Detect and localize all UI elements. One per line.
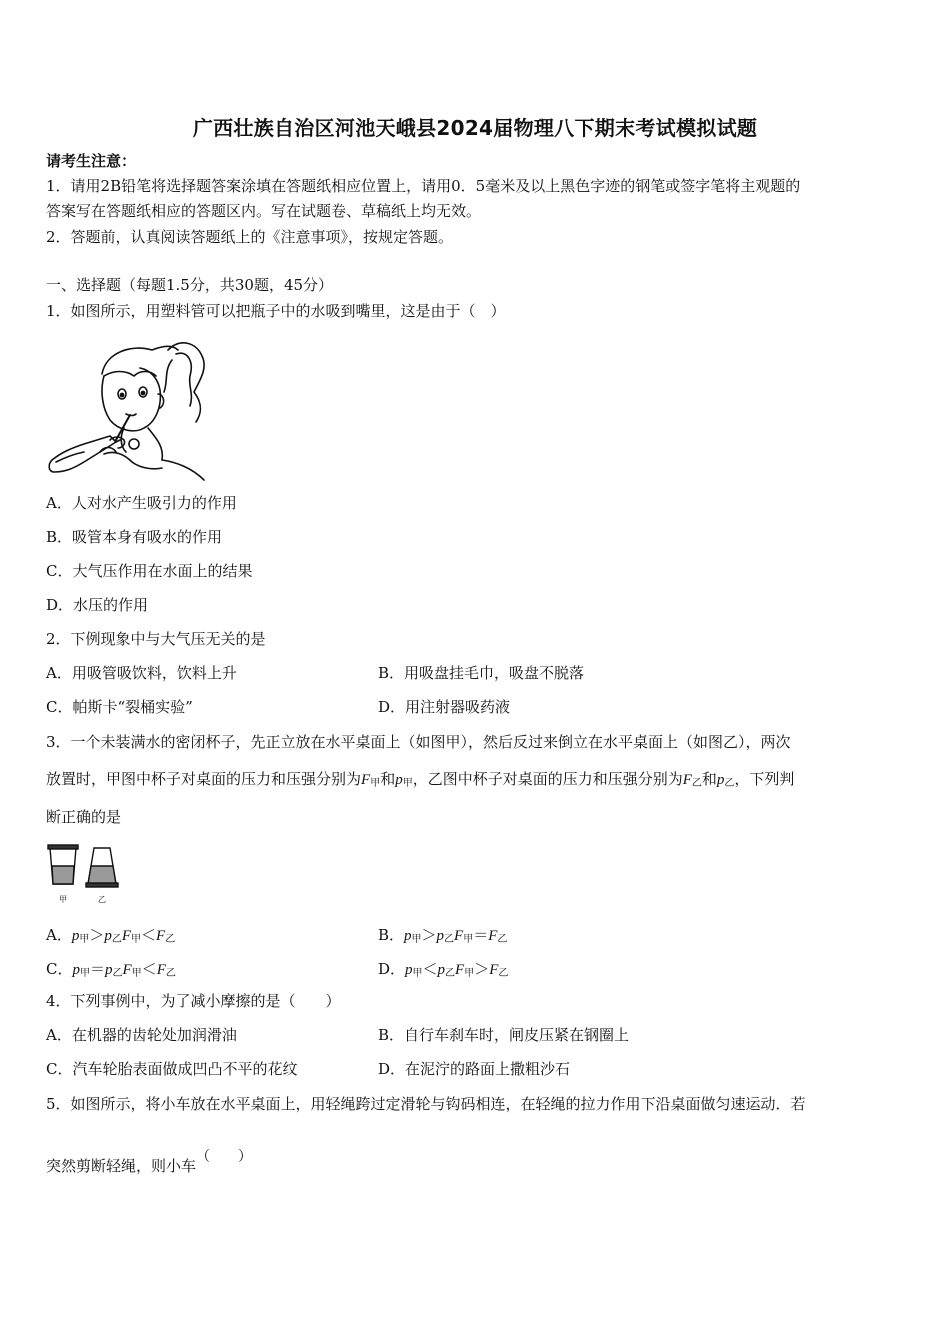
question-3-option-a[interactable] — [46, 924, 175, 951]
relation: ＞ — [89, 926, 105, 944]
subscript-yi: 乙 — [165, 934, 176, 945]
force-symbol: F — [122, 962, 132, 978]
pressure-symbol: p — [404, 928, 412, 944]
force-symbol: F — [488, 928, 498, 944]
subscript-jia: 甲 — [402, 778, 413, 789]
pressure-symbol: p — [72, 962, 80, 978]
question-3-line-3: 断正确的是 — [46, 808, 122, 826]
relation: ＜ — [422, 960, 438, 978]
question-2-option-b[interactable]: B．用吸盘挂毛巾，吸盘不脱落 — [378, 664, 585, 682]
force-symbol: F — [489, 962, 499, 978]
cup-yi-label: 乙 — [98, 895, 106, 904]
subscript-jia: 甲 — [412, 968, 423, 979]
question-4-stem: 4．下列事例中，为了减小摩擦的是（ ） — [46, 992, 341, 1010]
question-3-line-1: 3．一个未装满水的密闭杯子，先正立放在水平桌面上（如图甲），然后反过来倒立在水平桌面上（如图乙），两次 — [46, 733, 791, 751]
pressure-symbol: p — [436, 928, 445, 944]
relation: ＜ — [141, 926, 157, 944]
subscript-jia: 甲 — [370, 778, 381, 789]
subscript-yi: 乙 — [497, 934, 508, 945]
subscript-yi: 乙 — [112, 968, 123, 979]
subscript-yi: 乙 — [445, 968, 456, 979]
subscript-yi: 乙 — [444, 934, 455, 945]
force-symbol: F — [454, 928, 464, 944]
notice-item-2: 2．答题前，认真阅读答题纸上的《注意事项》，按规定答题。 — [46, 228, 454, 246]
force-symbol: F — [156, 928, 166, 944]
question-5-line-1: 5．如图所示，将小车放在水平桌面上，用轻绳跨过定滑轮与钩码相连，在轻绳的拉力作用下沿桌面做匀速运动．若 — [46, 1095, 806, 1113]
subscript-jia: 甲 — [131, 968, 142, 979]
option-letter: B． — [378, 926, 405, 944]
question-3-option-c[interactable] — [46, 958, 176, 985]
question-2-option-c[interactable]: C．帕斯卡“裂桶实验” — [46, 698, 193, 716]
subscript-jia: 甲 — [131, 934, 142, 945]
option-letter: A． — [46, 926, 72, 944]
question-4-option-d[interactable]: D．在泥泞的路面上撒粗沙石 — [378, 1060, 571, 1078]
question-3-line-2 — [46, 768, 794, 795]
relation: ＞ — [421, 926, 437, 944]
pressure-symbol: p — [405, 962, 413, 978]
question-2-option-a[interactable]: A．用吸管吸饮料，饮料上升 — [46, 664, 237, 682]
subscript-yi: 乙 — [165, 968, 176, 979]
conjunction: 和 — [380, 770, 396, 788]
question-1-option-d[interactable]: D．水压的作用 — [46, 596, 149, 614]
question-1-option-b[interactable]: B．吸管本身有吸水的作用 — [46, 528, 223, 546]
relation: ＜ — [141, 960, 157, 978]
subscript-yi: 乙 — [691, 778, 702, 789]
question-4-option-c[interactable]: C．汽车轮胎表面做成凹凸不平的花纹 — [46, 1060, 298, 1078]
notice-item-1-line-1: 1．请用2B铅笔将选择题答案涂填在答题纸相应位置上，请用0．5毫米及以上黑色字迹的钢笔或签字笔将主观题的 — [46, 177, 801, 195]
notice-item-1-line-2: 答案写在答题纸相应的答题区内。写在试题卷、草稿纸上均无效。 — [46, 202, 482, 220]
pressure-symbol: p — [104, 928, 112, 944]
subscript-jia: 甲 — [411, 934, 422, 945]
question-1-option-c[interactable]: C．大气压作用在水面上的结果 — [46, 562, 253, 580]
force-symbol: F — [361, 772, 371, 788]
page-title: 广西壮族自治区河池天峨县2024届物理八下期末考试模拟试题 — [192, 116, 758, 140]
subscript-jia: 甲 — [464, 968, 475, 979]
pressure-symbol: p — [437, 962, 446, 978]
question-1-option-a[interactable]: A．人对水产生吸引力的作用 — [46, 494, 237, 512]
relation: ＞ — [474, 960, 490, 978]
conjunction: 和 — [701, 770, 717, 788]
question-2-option-d[interactable]: D．用注射器吸药液 — [378, 698, 511, 716]
question-4-option-b[interactable]: B．自行车刹车时，闸皮压紧在钢圈上 — [378, 1026, 630, 1044]
section-heading: 一、选择题（每题1.5分，共30题，45分） — [46, 276, 334, 294]
relation: ＝ — [473, 926, 489, 944]
force-symbol: F — [156, 962, 166, 978]
question-1-stem: 1．如图所示，用塑料管可以把瓶子中的水吸到嘴里，这是由于（ ） — [46, 302, 506, 320]
q3-text-c: ，下列判 — [734, 770, 795, 788]
option-letter: C． — [46, 960, 73, 978]
subscript-yi: 乙 — [111, 934, 122, 945]
subscript-jia: 甲 — [79, 968, 90, 979]
subscript-yi: 乙 — [724, 778, 735, 789]
subscript-jia: 甲 — [463, 934, 474, 945]
q3-text-b: ，乙图中杯子对桌面的压力和压强分别为 — [412, 770, 683, 788]
pressure-symbol: p — [716, 772, 725, 788]
subscript-yi: 乙 — [498, 968, 509, 979]
question-3-option-d[interactable] — [378, 958, 508, 985]
notice-heading: 请考生注意： — [46, 152, 137, 170]
question-5-text: 突然剪断轻绳，则小车 — [46, 1157, 197, 1175]
option-letter: D． — [378, 960, 406, 978]
cup-jia-label: 甲 — [59, 895, 67, 904]
force-symbol: F — [455, 962, 465, 978]
pressure-symbol: p — [105, 962, 113, 978]
subscript-jia: 甲 — [79, 934, 90, 945]
question-4-option-a[interactable]: A．在机器的齿轮处加润滑油 — [46, 1026, 237, 1044]
cups-figure — [44, 840, 126, 906]
q3-text-a: 放置时，甲图中杯子对桌面的压力和压强分别为 — [46, 770, 362, 788]
force-symbol: F — [682, 772, 692, 788]
answer-bracket: （ ） — [196, 1149, 253, 1165]
question-3-option-b[interactable] — [378, 924, 507, 951]
question-5-line-2 — [46, 1149, 253, 1178]
pressure-symbol: p — [71, 928, 80, 944]
pressure-symbol: p — [395, 772, 403, 788]
relation: ＝ — [89, 960, 105, 978]
girl-drinking-straw-figure — [44, 336, 214, 482]
force-symbol: F — [121, 928, 132, 944]
question-2-stem: 2．下例现象中与大气压无关的是 — [46, 630, 266, 648]
